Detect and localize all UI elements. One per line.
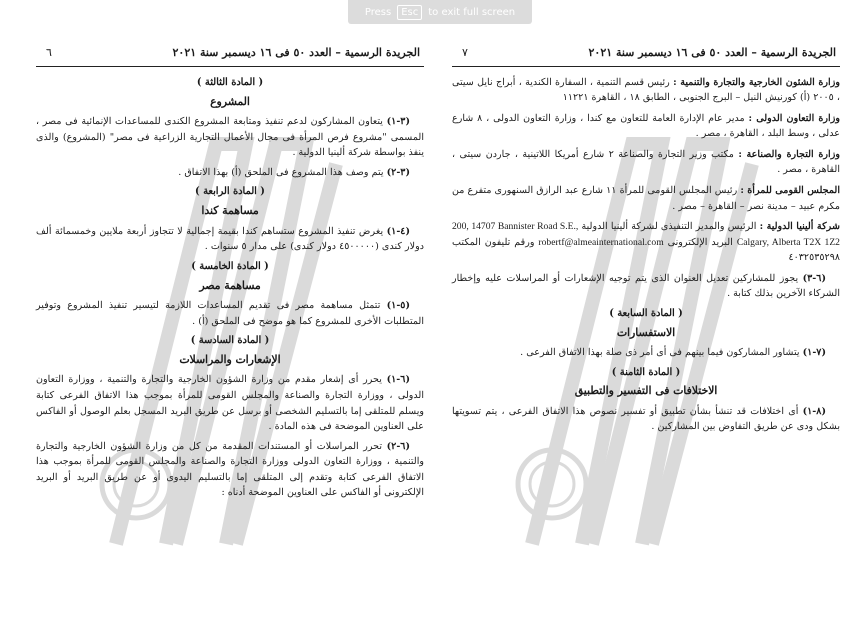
esc-key-hint[interactable]: Esc <box>397 5 422 20</box>
contact-text: رئيس قسم التنمية ، السفارة الكندية ، أبراج نايل سيتى ، ٢٠٠٥ (أ) كورنيش النيل – البرج الجنوبى ، الطابق ١٨ ، القاهرة ١١٢٢١ <box>452 76 840 104</box>
phone-label: ورقم تليفون المكتب <box>452 236 535 248</box>
paragraph-5-1 <box>36 298 424 329</box>
paragraph-6-3 <box>452 271 840 302</box>
clause-number: (٤-١) <box>386 225 410 237</box>
contact-alinea <box>452 219 840 266</box>
contact-org: وزارة التجارة والصناعة : <box>738 148 840 160</box>
clause-text: يتعاون المشاركون لدعم تنفيذ ومتابعة المشروع الكندى للمساعدات الإنمائية فى مصر ، المسمى "مشروع فرص المرأة فى مجال الأعمال التجارية الزراعية فى مصر" (المشروع) والذى ينفذ بواسطة شركة ألينيا الدولية . <box>36 116 424 159</box>
article-6-label: ( المادة السادسة ) <box>190 335 270 347</box>
paragraph-4-1 <box>36 224 424 255</box>
fullscreen-rest-text: to exit full screen <box>428 6 516 18</box>
contact-text: مكتب وزير التجارة والصناعة ٢ شارع أمريكا اللاتينية ، جاردن سيتى ، القاهرة ، مصر . <box>452 148 840 176</box>
contact-org: وزارة التعاون الدولى : <box>748 112 840 124</box>
email-link[interactable]: robertf@almeainternational.com <box>538 236 664 248</box>
article-5-label: ( المادة الخامسة ) <box>191 260 269 272</box>
clause-number: (٣-١) <box>386 116 410 128</box>
clause-text: يغرض تنفيذ المشروع ستساهم كندا بقيمة إجمالية لا تتجاوز أربعة ملايين وخمسمائة ألف دولار كندى (٤٥٠٠٠٠٠ دولار كندى) على مدار ٥ سنوات . <box>36 225 424 253</box>
contact-women-council <box>452 183 840 214</box>
article-5-title: مساهمة مصر <box>199 278 261 292</box>
page-6 <box>36 44 424 604</box>
article-3-label: ( المادة الثالثة ) <box>196 76 264 88</box>
article-4-title: مساهمة كندا <box>201 204 259 218</box>
page-header <box>452 44 840 67</box>
clause-number: (٦-٢) <box>386 440 410 452</box>
contact-org: شركة ألينيا الدولية : <box>759 221 840 233</box>
fullscreen-press-text: Press <box>364 6 392 18</box>
contact-org: وزارة الشئون الخارجية والتجارة والتنمية : <box>673 76 840 88</box>
paragraph-6-1 <box>36 372 424 434</box>
article-8-title: الاختلافات فى التفسير والتطبيق <box>574 384 718 398</box>
clause-number: (٥-١) <box>386 300 410 312</box>
article-8-label: ( المادة الثامنة ) <box>611 366 681 378</box>
clause-number: (٦-٣) <box>802 272 826 284</box>
contact-text: مدير عام الإدارة العامة للتعاون مع كندا ، وزارة التعاون الدولى ، ٨ شارع عدلى ، وسط البلد ، القاهرة ، مصر . <box>452 112 840 140</box>
contact-text: رئيس المجلس القومى للمرأة ١١ شارع عبد الرازق السنهورى متفرع من مكرم عبيد – مدينة نصر – القاهرة – مصر . <box>452 185 840 212</box>
clause-text: يتم وصف هذا المشروع فى الملحق (أ) بهذا الاتفاق . <box>178 166 384 178</box>
paragraph-6-2 <box>36 439 424 501</box>
page-header <box>36 44 424 67</box>
email-label: البريد الإلكترونى <box>667 236 733 248</box>
page-number: ٧ <box>462 46 468 59</box>
article-3-title: المشروع <box>210 94 250 108</box>
article-6-title: الإشعارات والمراسلات <box>179 352 281 366</box>
paragraph-3-2 <box>36 165 424 181</box>
clause-text: يتشاور المشاركون فيما بينهم فى أى أمر ذى صلة بهذا الاتفاق الفرعى . <box>520 347 800 359</box>
clause-text: يجوز للمشاركين تعديل العنوان الذى يتم توجيه الإشعارات أو المراسلات عليه وإخطار الشركاء الآخرين بذلك كتابة . <box>452 272 840 300</box>
clause-number: (٧-١) <box>802 347 826 359</box>
clause-text: تحرر المراسلات أو المستندات المقدمة من كل من وزارة الشؤون الخارجية والتجارة والتنمية ، ووزارة التعاون الدولى ووزارة التجارة والصناعة والمجلس القومى للمرأة بموجب هذا الاتفاق الفرعى كتابة وتقدم إلى المتلقى إما بالتسليم اليدوى أو عن طريق البريد أو البريد الإلكترونى أو الفاكس على العناوين الموضحة أدناه : <box>36 440 424 499</box>
contact-address: 200, 14707 Bannister Road S.E., Calgary, Alberta T2X 1Z2 <box>452 221 840 248</box>
article-7-title: الاستفسارات <box>616 325 676 339</box>
contact-org: المجلس القومى للمرأة : <box>740 185 840 196</box>
page-number: ٦ <box>46 46 52 59</box>
page-7 <box>452 44 840 604</box>
clause-number: (٦-١) <box>386 374 410 386</box>
paragraph-3-1 <box>36 114 424 161</box>
page-header-title: الجريدة الرسمية – العدد ٥٠ فى ١٦ ديسمبر سنة ٢٠٢١ <box>588 46 836 59</box>
paragraph-7-1 <box>452 345 840 361</box>
contact-international-cooperation <box>452 111 840 142</box>
clause-text: يحرر أى إشعار مقدم من وزارة الشؤون الخارجية والتجارة والتنمية ، ووزارة التعاون الدولى ، ووزارة التجارة والصناعة والمجلس القومى للمرأة بموجب هذا الاتفاق الفرعى كتابة ويسلم للمتلقى إما بالتسليم الشخصى أو برسل عن طريق البريد المسجل بعلم الوصول أو الفاكس على العناوين الموضحة فى هذه المادة . <box>36 374 424 433</box>
fullscreen-notice <box>348 0 532 24</box>
clause-text: أى اختلافات قد تنشأ بشأن تطبيق أو تفسير نصوص هذا الاتفاق الفرعى ، يتم تسويتها بشكل ودى عن طريق التفاوض بين المشاركين . <box>452 405 840 433</box>
clause-number: (٨-١) <box>802 405 826 417</box>
contact-foreign-affairs <box>452 75 840 106</box>
contact-trade-industry <box>452 147 840 178</box>
clause-text: تتمثل مساهمة مصر فى تقديم المساعدات اللازمة لتيسير تنفيذ المشروع وتوفير المتطلبات الأخرى للمشروع كما هو موضح فى الملحق (أ) . <box>36 300 424 327</box>
article-7-label: ( المادة السابعة ) <box>609 307 683 319</box>
paragraph-8-1 <box>452 404 840 435</box>
phone-number: ٤٠٣٢٥٣٥٢٩٨ <box>788 252 840 264</box>
page-header-title: الجريدة الرسمية – العدد ٥٠ فى ١٦ ديسمبر سنة ٢٠٢١ <box>172 46 420 59</box>
article-4-label: ( المادة الرابعة ) <box>195 186 265 198</box>
contact-text: الرئيس والمدير التنفيذى لشركة ألينيا الدولية <box>581 221 757 233</box>
clause-number: (٣-٢) <box>386 166 410 178</box>
